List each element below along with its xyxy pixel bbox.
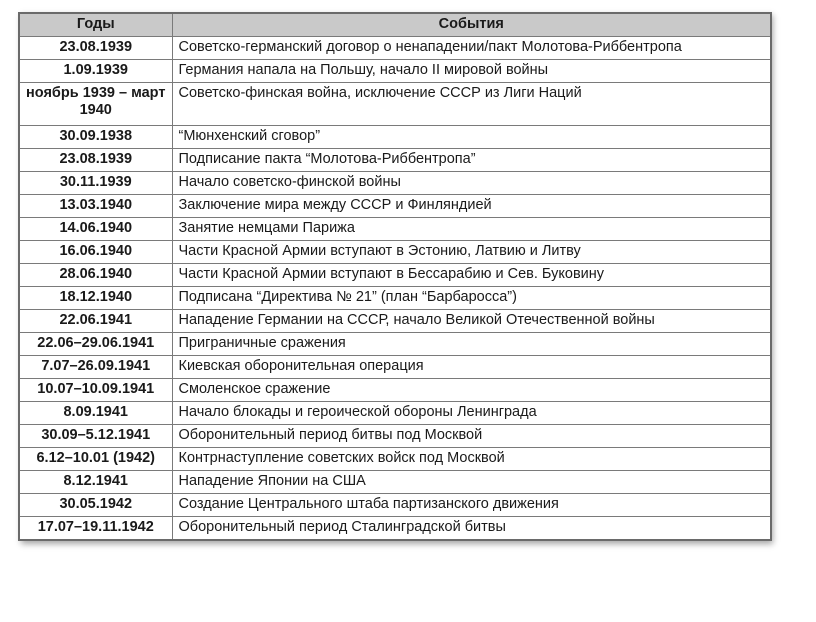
event-cell: Начало блокады и героической обороны Ленинграда [172,402,771,425]
table-row [19,83,771,126]
year-cell: 14.06.1940 [19,218,172,241]
event-cell: Нападение Германии на СССР, начало Великой Отечественной войны [172,310,771,333]
event-cell: Создание Центрального штаба партизанского движения [172,494,771,517]
table-row [19,425,771,448]
year-cell: 30.05.1942 [19,494,172,517]
year-cell: 13.03.1940 [19,195,172,218]
year-cell: 30.09–5.12.1941 [19,425,172,448]
table-row [19,310,771,333]
event-cell: “Мюнхенский сговор” [172,126,771,149]
year-cell: 30.11.1939 [19,172,172,195]
year-cell: 8.12.1941 [19,471,172,494]
event-cell: Подписана “Директива № 21” (план “Барбаросса”) [172,287,771,310]
year-cell: 17.07–19.11.1942 [19,517,172,541]
year-cell: 23.08.1939 [19,149,172,172]
year-cell: 8.09.1941 [19,402,172,425]
table-row [19,264,771,287]
table-row [19,287,771,310]
table-row [19,471,771,494]
table-row [19,494,771,517]
year-cell: 30.09.1938 [19,126,172,149]
year-cell: 28.06.1940 [19,264,172,287]
year-cell: 23.08.1939 [19,37,172,60]
events-table-container [18,12,770,541]
year-cell: ноябрь 1939 – март 1940 [19,83,172,126]
table-row [19,172,771,195]
events-table [18,12,772,541]
event-cell: Оборонительный период битвы под Москвой [172,425,771,448]
header-events: События [172,13,771,37]
table-header-row [19,13,771,37]
event-cell: Советско-германский договор о ненападении/пакт Молотова-Риббентропа [172,37,771,60]
table-row [19,333,771,356]
event-cell: Начало советско-финской войны [172,172,771,195]
event-cell: Контрнаступление советских войск под Москвой [172,448,771,471]
event-cell: Нападение Японии на США [172,471,771,494]
year-cell: 22.06.1941 [19,310,172,333]
year-cell: 16.06.1940 [19,241,172,264]
event-cell: Занятие немцами Парижа [172,218,771,241]
table-row [19,241,771,264]
year-cell: 6.12–10.01 (1942) [19,448,172,471]
table-row [19,218,771,241]
table-row [19,195,771,218]
year-cell: 18.12.1940 [19,287,172,310]
event-cell: Заключение мира между СССР и Финляндией [172,195,771,218]
table-row [19,149,771,172]
table-row [19,356,771,379]
table-row [19,402,771,425]
event-cell: Киевская оборонительная операция [172,356,771,379]
table-row [19,448,771,471]
event-cell: Подписание пакта “Молотова-Риббентропа” [172,149,771,172]
table-row [19,60,771,83]
event-cell: Части Красной Армии вступают в Бессарабию и Сев. Буковину [172,264,771,287]
table-row [19,517,771,541]
year-cell: 10.07–10.09.1941 [19,379,172,402]
year-cell: 7.07–26.09.1941 [19,356,172,379]
table-row [19,37,771,60]
event-cell: Оборонительный период Сталинградской битвы [172,517,771,541]
table-row [19,126,771,149]
table-row [19,379,771,402]
event-cell: Смоленское сражение [172,379,771,402]
year-cell: 1.09.1939 [19,60,172,83]
table-body [19,37,771,541]
event-cell: Германия напала на Польшу, начало II мировой войны [172,60,771,83]
event-cell: Части Красной Армии вступают в Эстонию, Латвию и Литву [172,241,771,264]
event-cell: Советско-финская война, исключение СССР из Лиги Наций [172,83,771,126]
year-cell: 22.06–29.06.1941 [19,333,172,356]
event-cell: Приграничные сражения [172,333,771,356]
header-years: Годы [19,13,172,37]
